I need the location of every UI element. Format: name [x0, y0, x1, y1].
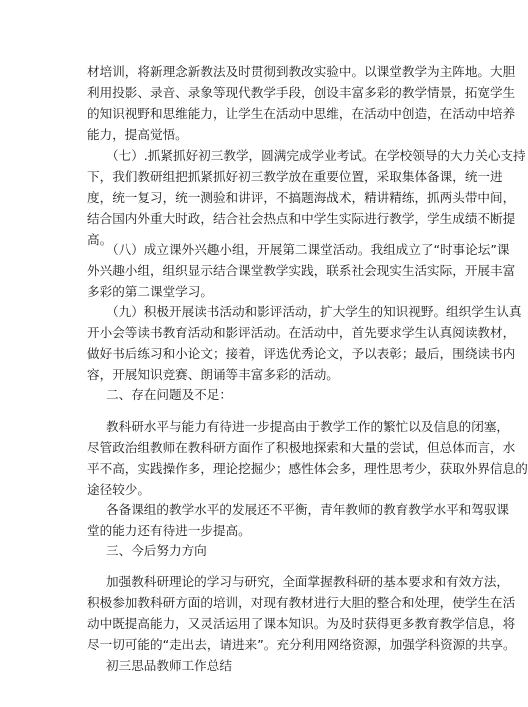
text-line: 尽管政治组教师在教科研方面作了积极地探索和大量的尝试，但总体而言，水 — [87, 439, 516, 455]
text-line: 多彩的第二课堂学习。 — [87, 283, 213, 299]
text-line: 下，我们教研组把抓紧抓好初三教学放在重要位置，采取集体备课，统一进 — [87, 168, 503, 184]
section-heading-future — [87, 541, 419, 562]
text-line: 加强教科研理论的学习与研究，全面掌握教科研的基本要求和有效方法， — [106, 574, 509, 589]
text-line: 动中既提高能力，又灵活运用了课本知识。为及时获得更多教育教学信息，将 — [87, 615, 516, 631]
text-line: 材培训，将新理念新教法及时贯彻到教改实验中。以课堂教学为主阵地。大胆 — [87, 64, 516, 79]
text-line: （八）成立课外兴趣小组，开展第二课堂活动。我组成立了“时事论坛”课 — [106, 242, 510, 257]
paragraph-continuation — [87, 62, 516, 146]
paragraph-section-8 — [87, 240, 516, 303]
section-heading-problems — [87, 385, 419, 406]
text-line: 容，开展知识竞赛、朗诵等丰富多彩的活动。 — [87, 366, 339, 382]
text-line: 教科研水平与能力有待进一步提高由于教学工作的繁忙以及信息的闭塞， — [106, 419, 509, 434]
heading-line: 三、今后努力方向 — [106, 543, 207, 558]
text-line: 外兴趣小组，组织显示结合课堂教学实践，联系社会现实生活实际，开展丰富 — [87, 262, 516, 278]
text-line: 开小会等读书教育活动和影评活动。在活动中，首先要求学生认真阅读教材， — [87, 324, 516, 340]
text-line: 尽一切可能的“走出去，请进来”。充分利用网络资源，加强学科资源的共享。 — [87, 636, 516, 652]
text-line: 平不高，实践操作多，理论挖掘少；感性体会多，理性思考少，获取外界信息的 — [87, 460, 528, 476]
paragraph-teaching-level — [87, 500, 509, 542]
paragraph-future-plan — [87, 572, 516, 656]
text-line: （九）积极开展读书活动和影评活动，扩大学生的知识视野。组织学生认真 — [106, 304, 522, 319]
text-line: 堂的能力还有待进一步提高。 — [87, 522, 251, 538]
text-line: 能力，提高觉悟。 — [87, 126, 188, 142]
paragraph-research-level — [87, 417, 528, 501]
text-line: 积极参加教科研方面的培训，对现有教材进行大胆的整合和处理，使学生在活 — [87, 594, 516, 610]
text-line: 做好书后练习和小论文；接着，评选优秀论文，予以表彰；最后，围绕读书内 — [87, 345, 516, 361]
text-line: （七）.抓紧抓好初三教学，圆满完成学业考试。在学校领导的大力关心支持 — [106, 148, 526, 163]
text-line: 高。 — [87, 231, 113, 247]
text-line: 利用投影、录音、录象等现代教学手段，创设丰富多彩的教学情景，拓宽学生 — [87, 84, 516, 100]
text-line: 度，统一复习，统一测验和讲评，不搞题海战术，精讲精练，抓两头带中间， — [87, 189, 516, 205]
heading-line: 初三思品教师工作总结 — [106, 658, 232, 673]
paragraph-section-9 — [87, 302, 522, 386]
next-document-title — [87, 656, 419, 677]
text-line: 的知识视野和思维能力，让学生在活动中思维，在活动中创造，在活动中培养 — [87, 105, 516, 121]
heading-line: 二、存在问题及不足： — [106, 387, 232, 402]
text-line: 结合国内外重大时政，结合社会热点和中学生实际进行教学，学生成绩不断提 — [87, 210, 516, 226]
text-line: 各备课组的教学水平的发展还不平衡，青年教师的教育教学水平和驾驭课 — [106, 502, 509, 517]
text-line: 途径较少。 — [87, 481, 150, 497]
